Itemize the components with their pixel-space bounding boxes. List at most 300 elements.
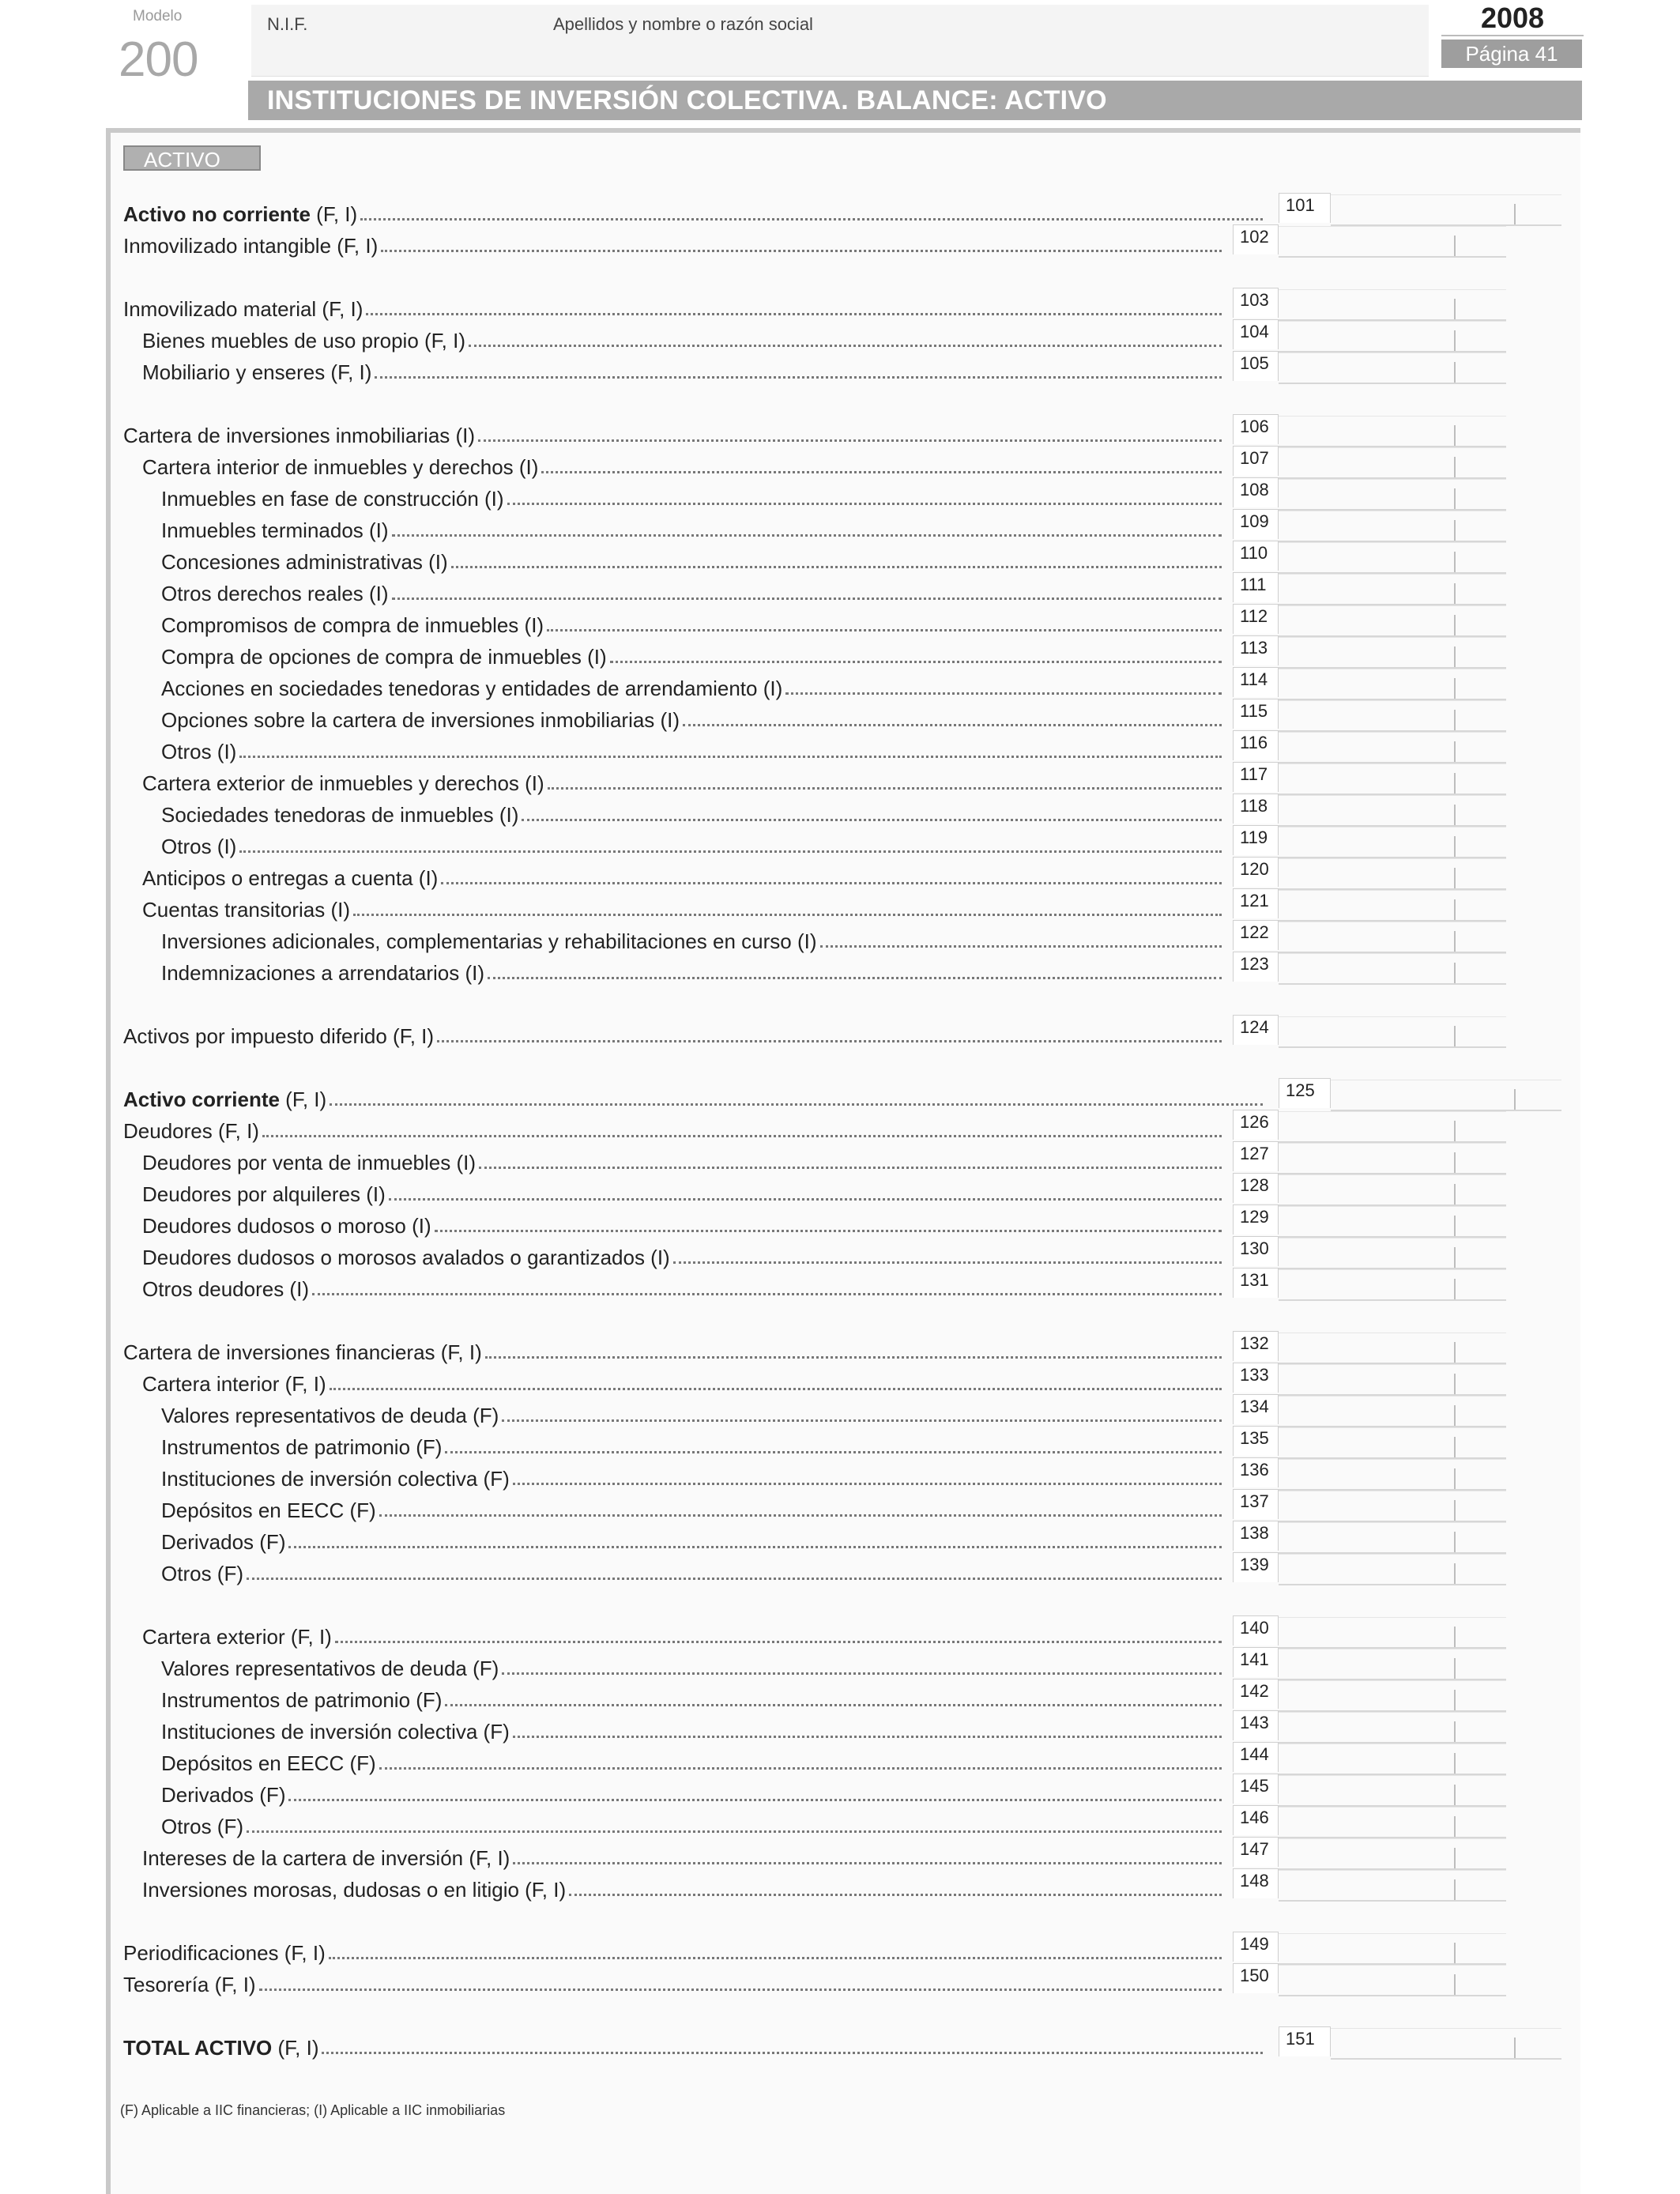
page-title: INSTITUCIONES DE INVERSIÓN COLECTIVA. BALANCE: ACTIVO (248, 81, 1582, 120)
amount-field[interactable] (1279, 1680, 1506, 1712)
decimal-separator-mark (1454, 1026, 1456, 1046)
row-label-text: Tesorería (F, I) (123, 1973, 256, 1996)
row-label-text: TOTAL ACTIVO (F, I) (123, 2036, 319, 2060)
amount-field[interactable] (1279, 1459, 1506, 1491)
box-code: 136 (1233, 1457, 1279, 1487)
amount-field[interactable] (1279, 1491, 1506, 1522)
row-label-bold: Activo no corriente (123, 202, 311, 226)
box-code: 130 (1233, 1236, 1279, 1266)
row-label (142, 1179, 1222, 1206)
row-label-text: Instituciones de inversión colectiva (F) (161, 1720, 510, 1744)
row-label (161, 579, 1222, 605)
decimal-separator-mark (1454, 1468, 1456, 1489)
row-label (142, 1274, 1222, 1301)
row-label-text: Cartera exterior (F, I) (142, 1625, 332, 1649)
box-code: 102 (1233, 224, 1279, 254)
row-label (142, 863, 1222, 890)
row-label-bold: TOTAL ACTIVO (123, 2036, 273, 2060)
amount-field[interactable] (1279, 700, 1506, 732)
row-label-text: Inmovilizado material (F, I) (123, 297, 363, 321)
box-code: 151 (1279, 2026, 1331, 2056)
row-label-text: Indemnizaciones a arrendatarios (I) (161, 961, 484, 985)
box-code: 109 (1233, 509, 1279, 539)
amount-field[interactable] (1279, 890, 1506, 922)
row-label-text: Otros (I) (161, 835, 237, 858)
decimal-separator-mark (1454, 1437, 1456, 1457)
dot-leader (522, 819, 1222, 821)
dot-leader (820, 945, 1222, 948)
decimal-separator-mark (1454, 615, 1456, 635)
amount-field[interactable] (1279, 1206, 1506, 1238)
decimal-separator-mark (1454, 868, 1456, 888)
row-label (123, 199, 1263, 226)
dot-leader (353, 914, 1222, 916)
dot-leader (322, 2052, 1263, 2054)
dot-leader (392, 534, 1222, 537)
dot-leader (445, 1451, 1222, 1453)
dot-leader (673, 1261, 1222, 1264)
dot-leader (785, 692, 1222, 695)
decimal-separator-mark (1454, 1785, 1456, 1805)
box-code: 120 (1233, 857, 1279, 887)
amount-field[interactable] (1279, 1965, 1506, 1996)
box-code: 123 (1233, 952, 1279, 982)
amount-field[interactable] (1279, 1775, 1506, 1807)
row-label-text: Deudores dudosos o moroso (I) (142, 1214, 431, 1238)
dot-leader (445, 1704, 1222, 1706)
box-code: 133 (1233, 1363, 1279, 1393)
box-code: 148 (1233, 1868, 1279, 1898)
row-label (161, 1559, 1222, 1585)
amount-field[interactable] (1279, 827, 1506, 858)
row-label-text: Depósitos en EECC (F) (161, 1498, 376, 1522)
amount-field[interactable] (1279, 1712, 1506, 1744)
decimal-separator-mark (1514, 204, 1516, 224)
amount-field[interactable] (1279, 669, 1506, 700)
amount-field[interactable] (1279, 1111, 1506, 1143)
decimal-separator-mark (1514, 2038, 1516, 2058)
row-label (161, 515, 1222, 542)
dot-leader (312, 1293, 1222, 1295)
decimal-separator-mark (1454, 1532, 1456, 1552)
dot-leader (335, 1641, 1222, 1643)
dot-leader (569, 1894, 1222, 1896)
box-code: 110 (1233, 541, 1279, 571)
decimal-separator-mark (1454, 805, 1456, 825)
row-label-text: Bienes muebles de uso propio (F, I) (142, 329, 465, 352)
dot-leader (547, 629, 1222, 631)
year: 2008 (1480, 2, 1545, 34)
dot-leader (330, 1388, 1222, 1390)
name-label: Apellidos y nombre o razón social (553, 14, 813, 34)
row-label-text: Opciones sobre la cartera de inversiones inmobiliarias (I) (161, 708, 680, 732)
decimal-separator-mark (1454, 1943, 1456, 1963)
box-code: 126 (1233, 1110, 1279, 1140)
box-code: 138 (1233, 1521, 1279, 1551)
amount-field[interactable] (1279, 574, 1506, 605)
dot-leader (541, 471, 1222, 473)
row-label-text: Anticipos o entregas a cuenta (I) (142, 866, 439, 890)
row-label (161, 831, 1222, 858)
amount-field[interactable] (1279, 1744, 1506, 1775)
dot-leader (392, 598, 1222, 600)
row-label (123, 1337, 1222, 1364)
box-code: 108 (1233, 477, 1279, 507)
row-label-text: Inmovilizado intangible (F, I) (123, 234, 379, 258)
dot-leader (513, 1483, 1222, 1485)
dot-leader (507, 503, 1222, 505)
decimal-separator-mark (1454, 1152, 1456, 1173)
row-label-text: Otros (F) (161, 1562, 243, 1585)
row-label (142, 1843, 1222, 1870)
row-label (161, 1685, 1222, 1712)
row-label-text: Inmuebles terminados (I) (161, 518, 389, 542)
box-code: 124 (1233, 1015, 1279, 1045)
decimal-separator-mark (1454, 678, 1456, 699)
decimal-separator-mark (1454, 1563, 1456, 1584)
box-code: 143 (1233, 1710, 1279, 1740)
row-label-text: Inversiones adicionales, complementarias y rehabilitaciones en curso (I) (161, 929, 817, 953)
row-label (161, 737, 1222, 763)
decimal-separator-mark (1454, 741, 1456, 762)
box-code: 147 (1233, 1837, 1279, 1867)
decimal-separator-mark (1454, 836, 1456, 857)
box-code: 144 (1233, 1742, 1279, 1772)
box-code: 118 (1233, 794, 1279, 824)
dot-leader (288, 1546, 1222, 1548)
amount-field[interactable] (1279, 953, 1506, 985)
row-label (161, 705, 1222, 732)
row-label-text: Concesiones administrativas (I) (161, 550, 448, 574)
dot-leader (502, 1419, 1222, 1422)
decimal-separator-mark (1454, 1753, 1456, 1774)
decimal-separator-mark (1454, 583, 1456, 604)
box-code: 129 (1233, 1204, 1279, 1235)
amount-field[interactable] (1331, 2028, 1561, 2060)
row-label (161, 1527, 1222, 1554)
amount-field[interactable] (1279, 732, 1506, 763)
row-label (142, 895, 1222, 922)
decimal-separator-mark (1454, 931, 1456, 952)
dot-leader (479, 1167, 1222, 1169)
dot-leader (375, 376, 1222, 379)
amount-field[interactable] (1279, 1554, 1506, 1585)
row-label-text: Deudores por venta de inmuebles (I) (142, 1151, 477, 1174)
row-label-text: Valores representativos de deuda (F) (161, 1404, 499, 1427)
box-code: 121 (1233, 888, 1279, 918)
row-label-text: Compromisos de compra de inmuebles (I) (161, 613, 544, 637)
row-label (161, 1432, 1222, 1459)
row-label-text: Cuentas transitorias (I) (142, 898, 350, 922)
box-code: 142 (1233, 1679, 1279, 1709)
dot-leader (239, 850, 1222, 853)
box-code: 116 (1233, 730, 1279, 760)
amount-field[interactable] (1279, 1838, 1506, 1870)
dot-leader (366, 313, 1222, 315)
row-label (142, 1622, 1222, 1649)
row-label-text: Derivados (F) (161, 1530, 286, 1554)
decimal-separator-mark (1454, 1342, 1456, 1363)
box-code: 113 (1233, 635, 1279, 665)
amount-field[interactable] (1279, 1396, 1506, 1427)
dot-leader (389, 1198, 1222, 1201)
row-label (161, 547, 1222, 574)
dot-leader (451, 566, 1222, 568)
row-label-text: Activo no corriente (F, I) (123, 202, 358, 226)
identification-box (251, 5, 1429, 77)
row-label-text: Otros deudores (I) (142, 1277, 309, 1301)
decimal-separator-mark (1514, 1089, 1516, 1110)
decimal-separator-mark (1454, 899, 1456, 920)
decimal-separator-mark (1454, 1974, 1456, 1995)
amount-field[interactable] (1279, 1427, 1506, 1459)
decimal-separator-mark (1454, 1627, 1456, 1647)
box-code: 132 (1233, 1331, 1279, 1361)
dot-leader (379, 1514, 1222, 1517)
dot-leader (247, 1578, 1222, 1580)
row-label-text: Deudores dudosos o morosos avalados o garantizados (I) (142, 1246, 670, 1269)
footnote: (F) Aplicable a IIC financieras; (I) Aplicable a IIC inmobiliarias (120, 2102, 506, 2118)
row-label-text: Acciones en sociedades tenedoras y entidades de arrendamiento (I) (161, 677, 783, 700)
row-label (123, 1084, 1263, 1111)
row-label-text: Cartera de inversiones inmobiliarias (I) (123, 424, 476, 447)
box-code: 122 (1233, 920, 1279, 950)
box-code: 119 (1233, 825, 1279, 855)
amount-field[interactable] (1279, 763, 1506, 795)
decimal-separator-mark (1454, 299, 1456, 319)
decimal-separator-mark (1454, 1816, 1456, 1837)
amount-field[interactable] (1279, 1016, 1506, 1048)
row-label (142, 1242, 1222, 1269)
row-label-text: Compra de opciones de compra de inmuebles (I) (161, 645, 607, 669)
decimal-separator-mark (1454, 1374, 1456, 1394)
row-label (123, 1116, 1222, 1143)
amount-field[interactable] (1279, 416, 1506, 447)
dot-leader (330, 1103, 1263, 1106)
row-label-text: Cartera exterior de inmuebles y derechos (I) (142, 771, 544, 795)
row-label (161, 1495, 1222, 1522)
box-code: 145 (1233, 1774, 1279, 1804)
row-label-text: Cartera interior (F, I) (142, 1372, 326, 1396)
decimal-separator-mark (1454, 330, 1456, 351)
row-label-text: Instrumentos de patrimonio (F) (161, 1435, 443, 1459)
row-label (142, 452, 1222, 479)
amount-field[interactable] (1279, 637, 1506, 669)
dot-leader (360, 218, 1263, 221)
dot-leader (379, 1767, 1222, 1770)
amount-field[interactable] (1279, 1522, 1506, 1554)
row-label (123, 1021, 1222, 1048)
amount-field[interactable] (1279, 858, 1506, 890)
row-label (161, 484, 1222, 511)
nif-label: N.I.F. (267, 14, 308, 34)
decimal-separator-mark (1454, 1879, 1456, 1900)
dot-leader (288, 1799, 1222, 1801)
row-label (142, 768, 1222, 795)
row-label-text: Valores representativos de deuda (F) (161, 1657, 499, 1680)
box-code: 135 (1233, 1426, 1279, 1456)
amount-field[interactable] (1279, 795, 1506, 827)
year-divider (1441, 35, 1584, 36)
box-code: 150 (1233, 1963, 1279, 1993)
row-label (161, 958, 1222, 985)
amount-field[interactable] (1279, 1269, 1506, 1301)
box-code: 104 (1233, 319, 1279, 349)
row-label (142, 1211, 1222, 1238)
decimal-separator-mark (1454, 1658, 1456, 1679)
box-code: 111 (1233, 572, 1279, 602)
decimal-separator-mark (1454, 552, 1456, 572)
box-code: 134 (1233, 1394, 1279, 1424)
amount-field[interactable] (1279, 447, 1506, 479)
dot-leader (488, 977, 1222, 979)
row-label-bold: Activo corriente (123, 1088, 280, 1111)
dot-leader (513, 1862, 1222, 1864)
dot-leader (262, 1135, 1222, 1137)
dot-leader (502, 1672, 1222, 1675)
dot-leader (683, 724, 1222, 726)
dot-leader (381, 250, 1222, 252)
page-number: Página 41 (1441, 40, 1582, 68)
dot-leader (548, 787, 1222, 790)
row-label (161, 926, 1222, 953)
amount-field[interactable] (1279, 289, 1506, 321)
dot-leader (437, 1040, 1222, 1042)
decimal-separator-mark (1454, 1184, 1456, 1204)
decimal-separator-mark (1454, 488, 1456, 509)
amount-field[interactable] (1279, 1870, 1506, 1902)
row-label (142, 1369, 1222, 1396)
row-label (161, 610, 1222, 637)
row-label-text: Mobiliario y enseres (F, I) (142, 360, 372, 384)
row-label-text: Deudores por alquileres (I) (142, 1182, 386, 1206)
dot-leader (485, 1356, 1222, 1359)
amount-field[interactable] (1331, 194, 1561, 226)
decimal-separator-mark (1454, 1690, 1456, 1710)
row-label-text: Activo corriente (F, I) (123, 1088, 327, 1111)
dot-leader (259, 1989, 1222, 1991)
dot-leader (469, 345, 1222, 347)
amount-field[interactable] (1279, 1333, 1506, 1364)
box-code: 146 (1233, 1805, 1279, 1835)
decimal-separator-mark (1454, 963, 1456, 983)
box-code: 114 (1233, 667, 1279, 697)
dot-leader (441, 882, 1222, 884)
amount-field[interactable] (1279, 605, 1506, 637)
decimal-separator-mark (1454, 457, 1456, 477)
decimal-separator-mark (1454, 1405, 1456, 1426)
box-code: 131 (1233, 1268, 1279, 1298)
amount-field[interactable] (1279, 1143, 1506, 1174)
amount-field[interactable] (1279, 479, 1506, 511)
row-label (161, 1400, 1222, 1427)
box-code: 101 (1279, 193, 1331, 223)
box-code: 105 (1233, 351, 1279, 381)
row-label-text: Depósitos en EECC (F) (161, 1751, 376, 1775)
decimal-separator-mark (1454, 1848, 1456, 1868)
box-code: 112 (1233, 604, 1279, 634)
row-label (161, 1780, 1222, 1807)
dot-leader (478, 439, 1222, 442)
dot-leader (239, 756, 1222, 758)
row-label (123, 2033, 1263, 2060)
row-label (161, 1748, 1222, 1775)
row-label (123, 294, 1222, 321)
amount-field[interactable] (1279, 542, 1506, 574)
row-label-text: Inversiones morosas, dudosas o en litigio (F, I) (142, 1878, 567, 1902)
row-label (123, 231, 1222, 258)
box-code: 107 (1233, 446, 1279, 476)
modelo-label: Modelo (133, 8, 183, 25)
modelo-number: 200 (119, 32, 198, 87)
row-label-text: Cartera de inversiones financieras (F, I) (123, 1340, 482, 1364)
row-label-text: Otros (F) (161, 1815, 243, 1838)
box-code: 128 (1233, 1173, 1279, 1203)
decimal-separator-mark (1454, 647, 1456, 667)
row-label (161, 1653, 1222, 1680)
box-code: 139 (1233, 1552, 1279, 1582)
amount-field[interactable] (1279, 1617, 1506, 1649)
dot-leader (610, 661, 1222, 663)
amount-field[interactable] (1279, 226, 1506, 258)
amount-field[interactable] (1279, 1364, 1506, 1396)
row-label-text: Instrumentos de patrimonio (F) (161, 1688, 443, 1712)
decimal-separator-mark (1454, 1721, 1456, 1742)
amount-field[interactable] (1279, 321, 1506, 352)
decimal-separator-mark (1454, 1279, 1456, 1299)
box-code: 141 (1233, 1647, 1279, 1677)
box-code: 125 (1279, 1078, 1331, 1108)
row-label (161, 642, 1222, 669)
dot-leader (329, 1957, 1222, 1959)
decimal-separator-mark (1454, 1121, 1456, 1141)
decimal-separator-mark (1454, 1216, 1456, 1236)
box-code: 149 (1233, 1932, 1279, 1962)
row-label-text: Activos por impuesto diferido (F, I) (123, 1024, 435, 1048)
amount-field[interactable] (1331, 1080, 1561, 1111)
decimal-separator-mark (1454, 1247, 1456, 1268)
box-code: 106 (1233, 414, 1279, 444)
amount-field[interactable] (1279, 511, 1506, 542)
row-label-text: Otros derechos reales (I) (161, 582, 389, 605)
amount-field[interactable] (1279, 922, 1506, 953)
section-tag: ACTIVO (123, 145, 261, 171)
amount-field[interactable] (1279, 352, 1506, 384)
row-label (142, 1875, 1222, 1902)
amount-field[interactable] (1279, 1238, 1506, 1269)
box-code: 140 (1233, 1615, 1279, 1646)
decimal-separator-mark (1454, 773, 1456, 794)
row-label-text: Derivados (F) (161, 1783, 286, 1807)
decimal-separator-mark (1454, 710, 1456, 730)
row-label (142, 326, 1222, 352)
row-label-text: Inmuebles en fase de construcción (I) (161, 487, 504, 511)
amount-field[interactable] (1279, 1807, 1506, 1838)
row-label-text: Sociedades tenedoras de inmuebles (I) (161, 803, 519, 827)
decimal-separator-mark (1454, 236, 1456, 256)
row-label (123, 1938, 1222, 1965)
decimal-separator-mark (1454, 425, 1456, 446)
dot-leader (247, 1830, 1222, 1833)
row-label (161, 1717, 1222, 1744)
amount-field[interactable] (1279, 1649, 1506, 1680)
row-label (142, 1148, 1222, 1174)
row-label-text: Cartera interior de inmuebles y derechos (I) (142, 455, 539, 479)
row-label-text: Periodificaciones (F, I) (123, 1941, 326, 1965)
row-label (123, 1970, 1222, 1996)
amount-field[interactable] (1279, 1174, 1506, 1206)
amount-field[interactable] (1279, 1933, 1506, 1965)
